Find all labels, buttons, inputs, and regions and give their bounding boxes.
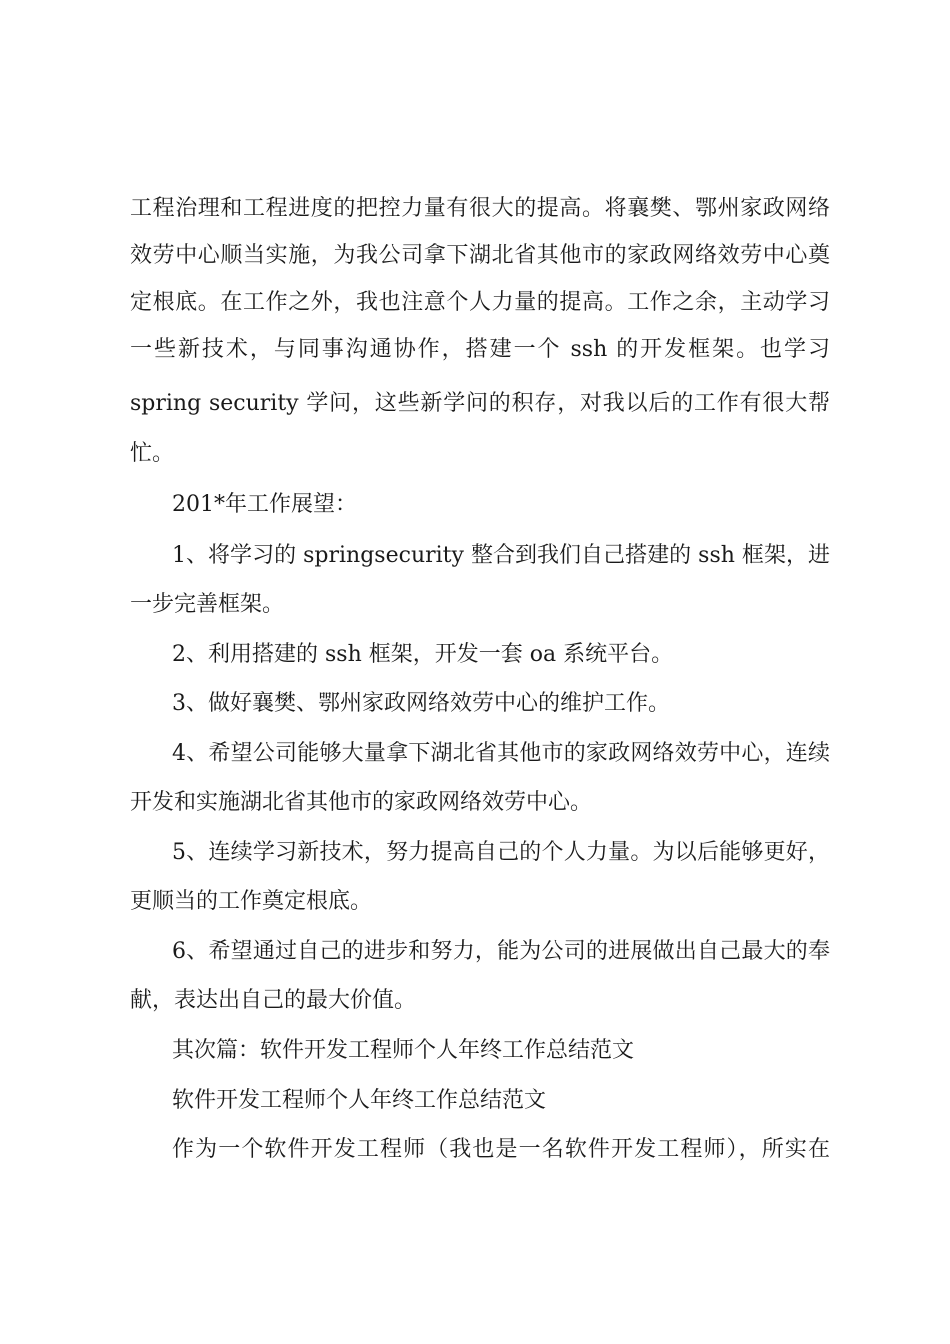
body-line-2: 效劳中心顺当实施，为我公司拿下湖北省其他市的家政网络效劳中心奠	[130, 243, 830, 268]
body-line-4: 一些新技术，与同事沟通协作，搭建一个 ssh 的开发框架。也学习	[130, 337, 830, 362]
plan-item-5: 5、连续学习新技术，努力提高自己的个人力量。为以后能够更好，	[172, 840, 830, 865]
body-line-6: 忙。	[130, 441, 175, 466]
section-heading-outlook: 201*年工作展望：	[172, 492, 357, 517]
article-first-line: 作为一个软件开发工程师（我也是一名软件开发工程师），所实在	[172, 1137, 830, 1162]
plan-item-1-cont: 一步完善框架。	[130, 592, 285, 617]
chapter-heading: 其次篇：软件开发工程师个人年终工作总结范文	[172, 1038, 635, 1063]
plan-item-5-cont: 更顺当的工作奠定根底。	[130, 889, 373, 914]
body-line-5: spring security 学问，这些新学问的积存，对我以后的工作有很大帮	[130, 391, 830, 416]
plan-item-2: 2、利用搭建的 ssh 框架，开发一套 oa 系统平台。	[172, 642, 674, 667]
body-line-3: 定根底。在工作之外，我也注意个人力量的提高。工作之余，主动学习	[130, 290, 830, 315]
article-title: 软件开发工程师个人年终工作总结范文	[172, 1088, 547, 1113]
plan-item-4-cont: 开发和实施湖北省其他市的家政网络效劳中心。	[130, 790, 593, 815]
plan-item-6-cont: 献，表达出自己的最大价值。	[130, 988, 417, 1013]
plan-item-1: 1、将学习的 springsecurity 整合到我们自己搭建的 ssh 框架，进	[172, 543, 830, 568]
plan-item-3: 3、做好襄樊、鄂州家政网络效劳中心的维护工作。	[172, 691, 670, 716]
body-line-1: 工程治理和工程进度的把控力量有很大的提高。将襄樊、鄂州家政网络	[130, 196, 830, 221]
plan-item-4: 4、希望公司能够大量拿下湖北省其他市的家政网络效劳中心，连续	[172, 741, 830, 766]
plan-item-6: 6、希望通过自己的进步和努力，能为公司的进展做出自己最大的奉	[172, 939, 830, 964]
